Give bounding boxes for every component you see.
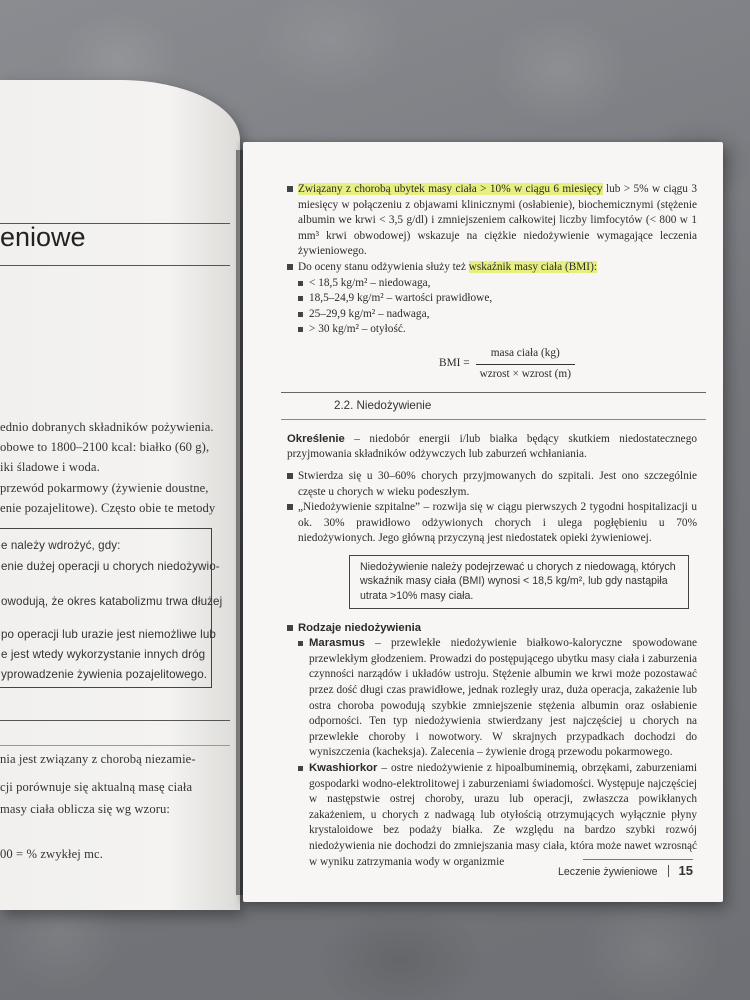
highlighted-text: Związany z chorobą ubytek masy ciała > 10% w ciągu 6 miesięcy (298, 183, 603, 195)
left-page (0, 80, 240, 910)
right-page-content (287, 182, 697, 870)
bmi-list-item: > 30 kg/m² – otyłość. (298, 322, 697, 338)
bullet-paragraph: Stwierdza się u 30–60% chorych przyjmowanych do szpitali. Jest ono szczególnie częste u chorych w wieku podeszłym. (287, 469, 697, 500)
left-text-line: 00 = % zwykłej mc. (0, 847, 103, 861)
section-rule (281, 419, 706, 420)
square-bullet-icon (287, 186, 293, 192)
left-title-rule (0, 265, 230, 266)
square-bullet-icon (287, 625, 293, 631)
types-heading: Rodzaje niedożywienia (287, 621, 697, 637)
definition-paragraph (287, 432, 697, 463)
type-name: Marasmus (309, 637, 365, 650)
type-name: Kwashiorkor (309, 762, 378, 774)
footer-separator (668, 865, 669, 877)
left-text-line: przewód pokarmowy (żywienie doustne, (0, 481, 209, 495)
formula-fraction (476, 346, 575, 382)
left-text-line: enie pozajelitowe). Często obie te metody (0, 501, 216, 515)
small-square-bullet-icon (298, 766, 303, 771)
footer-rule (583, 859, 693, 860)
left-box-line: e należy wdrożyć, gdy: (1, 539, 121, 552)
left-box-line: po operacji lub urazie jest niemożliwe lub (1, 628, 216, 641)
formula-numerator: masa ciała (kg) (490, 346, 560, 359)
small-square-bullet-icon (298, 312, 303, 317)
note-box-text: Niedożywienie należy podejrzewać u chorych z niedowagą, których wskaźnik masy ciała (BMI) wynosi < 18,5 kg/m², lub gdy nastąpiła utrata >10% masy ciała. (360, 560, 676, 603)
page-number: 15 (678, 863, 693, 878)
type-marasmus (287, 636, 697, 761)
formula-lhs: BMI = (439, 357, 470, 370)
footer-chapter-label: Leczenie żywieniowe (558, 866, 658, 878)
paragraph-text: Do oceny stanu odżywienia służy też (298, 260, 469, 273)
bullet-paragraph: „Niedożywienie szpitalne” – rozwija się w ciągu pierwszych 2 tygodni hospitalizacji u ok. 30% prawidłowo odżywionych chorych i ulega pogłębieniu u 70% niedożywionych. Jego główną przyczyną jest niedostatek opieki żywieniowej. (287, 500, 697, 547)
left-info-box (0, 528, 223, 688)
type-text: – ostre niedożywienie z hipoalbuminemią, obrzękami, zaburzeniami gospodarki wodno-elektrolitowej i zaburzeniami świadomości. Występuje najczęściej w następstwie ostrej choroby, urazu lub operacji, zwłaszcza powikłanych zakażeniem, u chorych z nadwagą lub otyłością otrzymujących wyłącznie płyny krystaloidowe bez podaży białka. Ze względu na bardzo szybki rozwój niedożywienia nie dochodzi do zmniejszania masy ciała, która może nawet wzrosnąć w wyniku zatrzymania wody w organizmie (309, 762, 697, 868)
page-footer (558, 863, 693, 878)
right-page (243, 142, 723, 902)
left-page-title: eniowe (0, 222, 86, 252)
small-square-bullet-icon (298, 641, 303, 646)
left-text-line: obowe to 1800–2100 kcal: białko (60 g), (0, 440, 210, 454)
bmi-list-item: < 18,5 kg/m² – niedowaga, (298, 276, 697, 292)
formula-denominator: wzrost × wzrost (m) (476, 364, 575, 383)
square-bullet-icon (287, 264, 293, 270)
left-text-line: cji porównuje się aktualną masę ciała (0, 780, 193, 794)
bmi-list-item: 18,5–24,9 kg/m² – wartości prawidłowe, (298, 291, 697, 307)
small-square-bullet-icon (298, 327, 303, 332)
highlighted-text: wskaźnik masy ciała (BMI): (468, 260, 597, 273)
left-box-line: owodują, że okres katabolizmu trwa dłużej (1, 595, 223, 608)
square-bullet-icon (287, 473, 293, 479)
section-title: 2.2. Niedożywienie (334, 399, 432, 413)
bmi-formula (317, 346, 697, 382)
type-text: – przewlekłe niedożywienie białkowo-kaloryczne spowodowane przewlekłym głodzeniem. Prowadzi do postępującego ubytku masy ciała i zaburzenia czynności narządów i układów ustroju. Stężenie albumin we krwi może pozostawać przez dość długi czas prawidłowe, jednak rozległy uraz, duża operacja, zakażenie lub ostra choroba powodują szybkie zmniejszenie stężenia albumin oraz osłabienie odporności. Ten typ niedożywienia stwierdzany jest najczęściej u chorych na przewlekłe choroby i nowotwory. W skrajnych przypadkach dochodzi do wyniszczenia (kacheksja). Zalecenia – żywienie drogą przewodu pokarmowego. (309, 637, 697, 759)
paragraph-bmi-intro (287, 260, 697, 276)
left-box-line: enie dużej operacji u chorych niedożywio- (1, 560, 220, 573)
left-text-line: nia jest związany z chorobą niezamie- (0, 752, 196, 766)
left-section-rule-2 (0, 745, 230, 746)
definition-text: – niedobór energii i/lub białka będący skutkiem niedostatecznego przyjmowania składników odżywczych lub zaburzeń wchłaniania. (287, 432, 697, 461)
left-section-rule (0, 720, 230, 721)
paragraph-weight-loss (287, 182, 697, 260)
paragraph-text: lub > 5% w ciągu 3 miesięcy w połączeniu z objawami klinicznymi (osłabienie), biochemicznymi (stężenie albumin we krwi < 3,5 g/dl) i zmniejszeniem całkowitej liczby limfocytów (< 800 w 1 mm³ krwi obwodowej) wskazuje na ciężkie niedożywienie wymagające leczenia żywieniowego. (298, 183, 697, 258)
left-text-line: masy ciała oblicza się wg wzoru: (0, 802, 171, 816)
left-box-line: yprowadzenie żywienia pozajelitowego. (1, 668, 208, 681)
left-text-line: iki śladowe i woda. (0, 460, 100, 474)
bmi-list-item: 25–29,9 kg/m² – nadwaga, (298, 307, 697, 323)
small-square-bullet-icon (298, 296, 303, 301)
left-box-line: e jest wtedy wykorzystanie innych dróg (1, 648, 206, 661)
malnutrition-note-box (349, 555, 689, 609)
type-kwashiorkor (287, 761, 697, 870)
small-square-bullet-icon (298, 281, 303, 286)
section-rule (281, 392, 706, 393)
definition-term: Określenie (287, 432, 345, 445)
left-text-line: ednio dobranych składników pożywienia. (0, 420, 214, 434)
square-bullet-icon (287, 504, 293, 510)
